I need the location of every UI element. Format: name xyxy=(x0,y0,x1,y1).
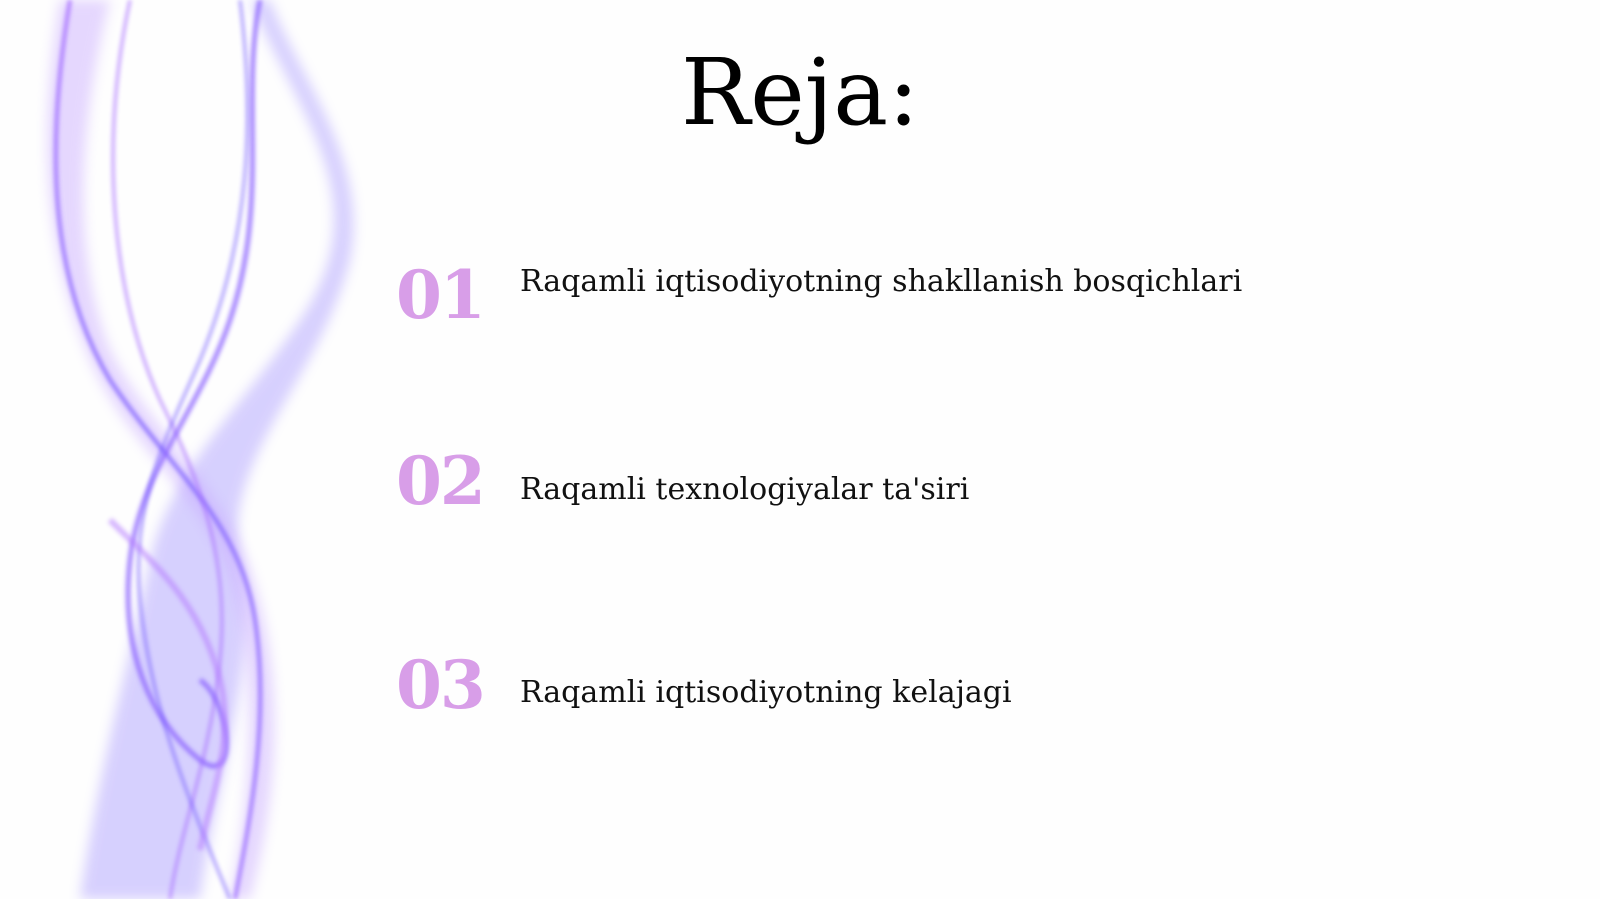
plan-item-2 xyxy=(396,442,1546,528)
slide-title: Reja: xyxy=(680,39,920,146)
plan-item-number: 01 xyxy=(396,256,484,334)
plan-item-label: Raqamli iqtisodiyotning kelajagi xyxy=(520,675,1012,710)
plan-item-label: Raqamli iqtisodiyotning shakllanish bosqichlari xyxy=(520,264,1243,299)
plan-item-label: Raqamli texnologiyalar ta'siri xyxy=(520,472,970,507)
purple-smoke-decoration xyxy=(0,0,420,899)
plan-item-number: 02 xyxy=(396,442,484,520)
plan-item-1 xyxy=(396,256,1546,342)
plan-item-3 xyxy=(396,646,1546,732)
plan-item-number: 03 xyxy=(396,646,484,724)
